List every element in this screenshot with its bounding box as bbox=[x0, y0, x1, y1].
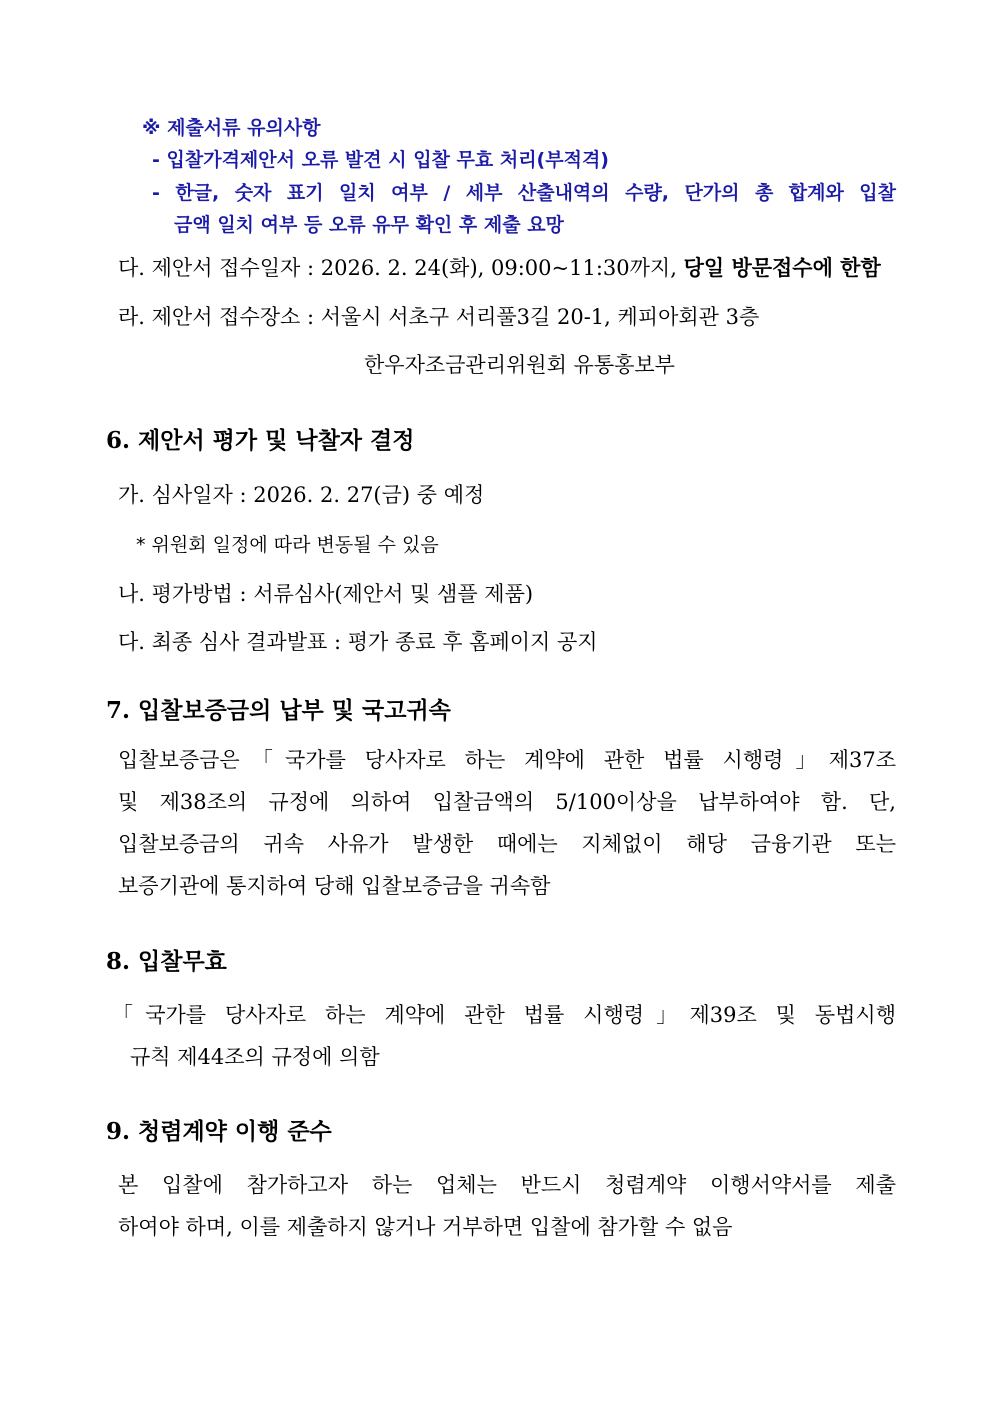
evaluation-method-line: 나. 평가방법 : 서류심사(제안서 및 샘플 제품) bbox=[118, 582, 534, 606]
section-8-heading: 8. 입찰무효 bbox=[106, 948, 227, 975]
section-7-line-3: 입찰보증금의 귀속 사유가 발생한 때에는 지체없이 해당 금융기관 또는 bbox=[118, 832, 896, 856]
section-6-heading: 6. 제안서 평가 및 낙찰자 결정 bbox=[106, 427, 415, 454]
review-date-line: 가. 심사일자 : 2026. 2. 27(금) 중 예정 bbox=[118, 483, 485, 507]
section-9-line-2: 하여야 하며, 이를 제출하지 않거나 거부하면 입찰에 참가할 수 없음 bbox=[118, 1215, 733, 1239]
result-announcement-line: 다. 최종 심사 결과발표 : 평가 종료 후 홈페이지 공지 bbox=[118, 630, 598, 654]
section-8-line-1: 「국가를 당사자로 하는 계약에 관한 법률 시행령」제39조 및 동법시행 bbox=[112, 1003, 896, 1027]
submission-date-line bbox=[118, 254, 881, 282]
review-date-note: * 위원회 일정에 따라 변동될 수 있음 bbox=[136, 534, 439, 556]
section-7-heading: 7. 입찰보증금의 납부 및 국고귀속 bbox=[106, 697, 451, 724]
section-7-line-2: 및 제38조의 규정에 의하여 입찰금액의 5/100이상을 납부하여야 함. 단, bbox=[118, 790, 896, 814]
section-9-heading: 9. 청렴계약 이행 준수 bbox=[106, 1118, 332, 1145]
notice-item-2-line-2: 금액 일치 여부 등 오류 유무 확인 후 제출 요망 bbox=[174, 214, 564, 236]
section-9-line-1: 본 입찰에 참가하고자 하는 업체는 반드시 청렴계약 이행서약서를 제출 bbox=[118, 1173, 896, 1197]
section-8-line-2: 규칙 제44조의 규정에 의함 bbox=[130, 1045, 380, 1069]
section-7-line-4: 보증기관에 통지하여 당해 입찰보증금을 귀속함 bbox=[118, 874, 551, 898]
submission-place-continuation: 한우자조금관리위원회 유통홍보부 bbox=[364, 353, 675, 377]
notice-item-1: - 입찰가격제안서 오류 발견 시 입찰 무효 처리(부적격) bbox=[152, 149, 609, 171]
section-7-line-1: 입찰보증금은「국가를 당사자로 하는 계약에 관한 법률 시행령」제37조 bbox=[118, 748, 896, 772]
notice-item-2-line-1: - 한글, 숫자 표기 일치 여부 / 세부 산출내역의 수량, 단가의 총 합계와 입찰 bbox=[152, 182, 896, 204]
notice-title: ※ 제출서류 유의사항 bbox=[142, 117, 321, 139]
submission-place-line: 라. 제안서 접수장소 : 서울시 서초구 서리풀3길 20-1, 케피아회관 3층 bbox=[118, 305, 760, 329]
submission-date-text: 다. 제안서 접수일자 : 2026. 2. 24(화), 09:00~11:30까지, bbox=[118, 256, 677, 280]
submission-date-emphasis: 당일 방문접수에 한함 bbox=[683, 256, 881, 280]
